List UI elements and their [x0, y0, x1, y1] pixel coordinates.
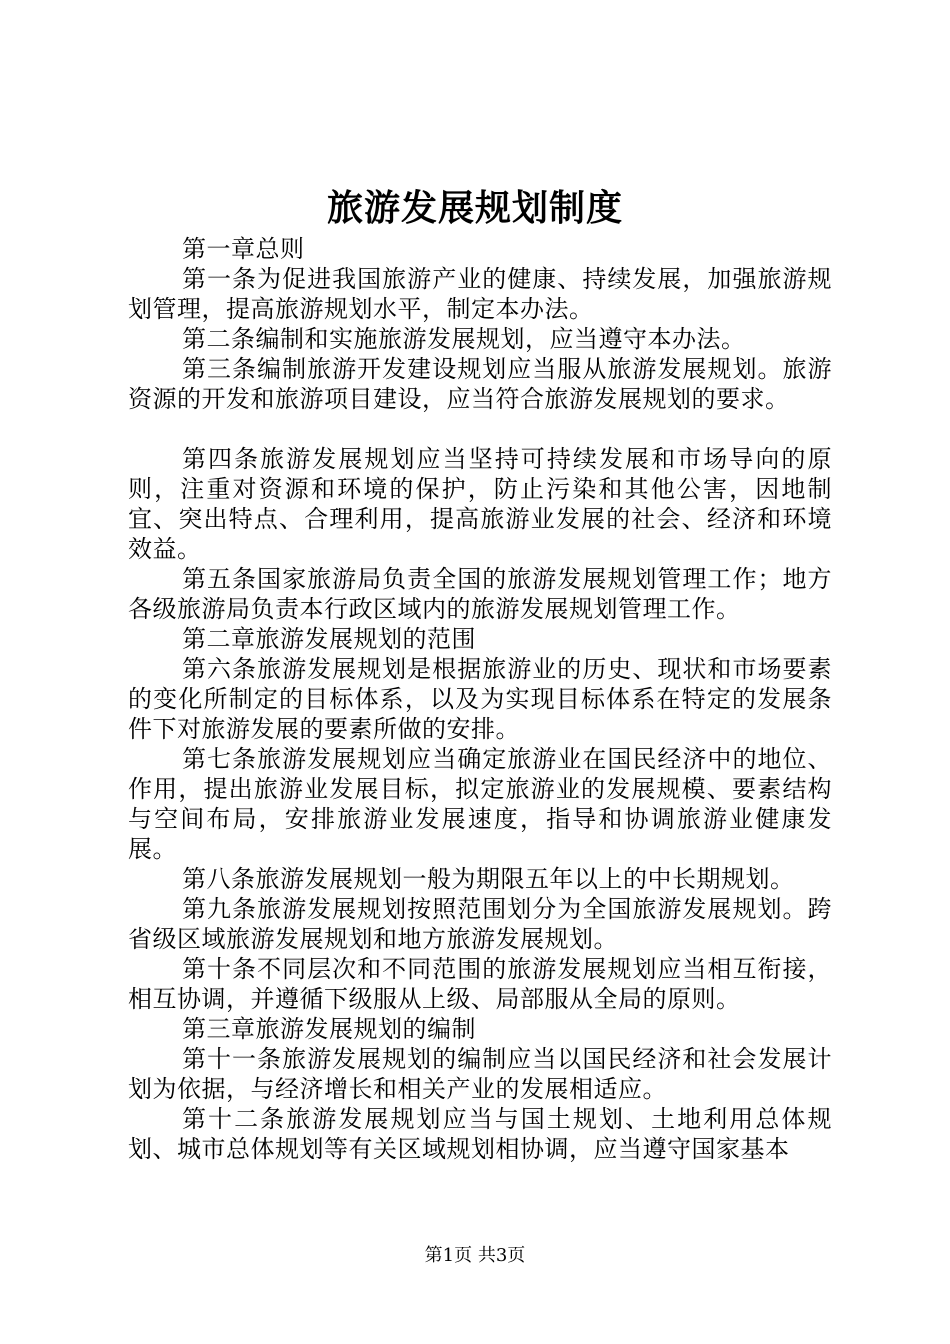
article-paragraph: 第二条编制和实施旅游发展规划，应当遵守本办法。 [182, 325, 746, 353]
page-total: 共3页 [477, 1245, 526, 1266]
page-footer [0, 1244, 950, 1268]
page-number: 第1页 [424, 1245, 473, 1266]
article-paragraph: 第十条不同层次和不同范围的旅游发展规划应当相互衔接，相互协调，并遵循下级服从上级、局部服从全局的原则。 [128, 955, 832, 1013]
article-paragraph: 第三条编制旅游开发建设规划应当服从旅游发展规划。旅游资源的开发和旅游项目建设，应当符合旅游发展规划的要求。 [128, 355, 832, 413]
article-paragraph: 第一条为促进我国旅游产业的健康、持续发展，加强旅游规划管理，提高旅游规划水平，制定本办法。 [128, 265, 832, 323]
chapter-heading-3: 第三章旅游发展规划的编制 [182, 1015, 476, 1043]
article-paragraph: 第四条旅游发展规划应当坚持可持续发展和市场导向的原则，注重对资源和环境的保护，防止污染和其他公害，因地制宜、突出特点、合理利用，提高旅游业发展的社会、经济和环境效益。 [128, 445, 832, 563]
chapter-heading-2: 第二章旅游发展规划的范围 [182, 625, 476, 653]
chapter-heading-1: 第一章总则 [182, 235, 305, 263]
article-paragraph: 第七条旅游发展规划应当确定旅游业在国民经济中的地位、作用，提出旅游业发展目标，拟定旅游业的发展规模、要素结构与空间布局，安排旅游业发展速度，指导和协调旅游业健康发展。 [128, 745, 832, 863]
article-paragraph: 第六条旅游发展规划是根据旅游业的历史、现状和市场要素的变化所制定的目标体系，以及为实现目标体系在特定的发展条件下对旅游发展的要素所做的安排。 [128, 655, 832, 743]
article-paragraph: 第十一条旅游发展规划的编制应当以国民经济和社会发展计划为依据，与经济增长和相关产业的发展相适应。 [128, 1045, 832, 1103]
document-title: 旅游发展规划制度 [326, 187, 623, 229]
article-paragraph: 第十二条旅游发展规划应当与国土规划、土地利用总体规划、城市总体规划等有关区域规划相协调，应当遵守国家基本 [128, 1105, 832, 1163]
article-paragraph: 第八条旅游发展规划一般为期限五年以上的中长期规划。 [182, 865, 795, 893]
article-paragraph: 第九条旅游发展规划按照范围划分为全国旅游发展规划。跨省级区域旅游发展规划和地方旅游发展规划。 [128, 895, 832, 953]
article-paragraph: 第五条国家旅游局负责全国的旅游发展规划管理工作；地方各级旅游局负责本行政区域内的旅游发展规划管理工作。 [128, 565, 832, 623]
document-body [128, 234, 832, 1164]
